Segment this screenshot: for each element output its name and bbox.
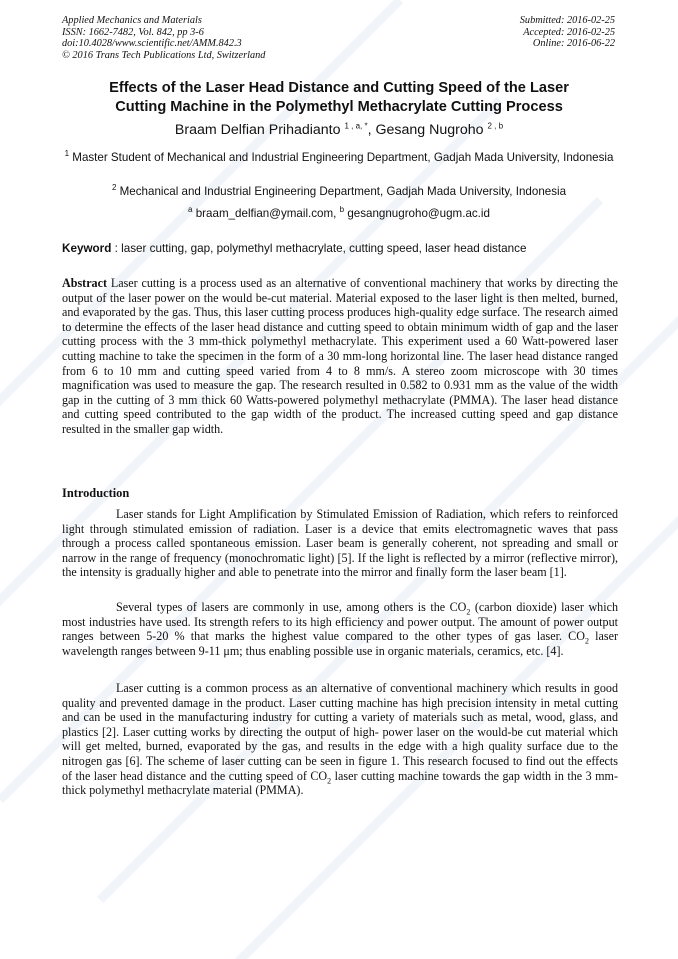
- intro-paragraph-2: [62, 600, 618, 658]
- title-line-1: Effects of the Laser Head Distance and Cutting Speed of the Laser: [109, 80, 569, 96]
- title-line-2: Cutting Machine in the Polymethyl Methacrylate Cutting Process: [115, 99, 563, 115]
- section-heading-introduction: Introduction: [62, 486, 130, 500]
- intro-paragraph-1: Laser stands for Light Amplification by Stimulated Emission of Radiation, which refers to reinforced light through stimulated emission of radiation. Laser is a device that emits electromagnetic waves that pass through a process called spontaneous emission. Laser beam is generally coherent, not spreading and small or narrow in the range of frequency (monochromatic light) [5]. If the light is reflected by a mirror (reflective mirror), the intensity is gradually higher and able to penetrate into the mirror and finally form the laser beam [1].: [62, 507, 618, 580]
- author-emails: [62, 206, 616, 221]
- email-b-mark: b: [339, 205, 345, 215]
- online-date: Online: 2016-06-22: [532, 38, 615, 50]
- email-a-mark: a: [188, 205, 193, 215]
- intro-p2-part-c: laser wavelength ranges between 9-11 μm; thus enabling possible use in organic materials, ceramics, etc. [4].: [62, 629, 618, 658]
- keyword-list: : laser cutting, gap, polymethyl methacrylate, cutting speed, laser head distance: [111, 242, 527, 255]
- affiliation-1-num: 1: [64, 149, 70, 159]
- abstract: [62, 276, 618, 437]
- intro-p2-part-a: Several types of lasers are commonly in use, among others is the CO: [116, 600, 467, 614]
- email-b: gesangnugroho@ugm.ac.id: [347, 207, 490, 220]
- journal-name: Applied Mechanics and Materials: [62, 15, 202, 26]
- keywords: [62, 241, 618, 256]
- author-1-marks: 1 , a, *: [344, 121, 368, 131]
- intro-paragraph-3: [62, 681, 618, 798]
- intro-p2-part-b: (carbon dioxide) laser which most industries have used. Its strength refers to its high efficiency and power output. The amount of power output ranges between 5-20 % that marks the highest value compared to the other types of gas laser. CO: [62, 600, 618, 644]
- affiliation-1-text: Master Student of Mechanical and Industrial Engineering Department, Gadjah Mada University, Indonesia: [72, 151, 614, 164]
- email-a: braam_delfian@ymail.com,: [195, 207, 337, 220]
- co2-subscript: 2: [327, 775, 332, 785]
- co2-subscript: 2: [584, 636, 589, 646]
- paper-title: [62, 79, 616, 117]
- journal-copyright: © 2016 Trans Tech Publications Ltd, Switzerland: [62, 49, 266, 61]
- submitted-date: Submitted: 2016-02-25: [519, 15, 615, 26]
- co2-subscript: 2: [466, 607, 471, 617]
- journal-header: [62, 15, 265, 61]
- affiliation-2-num: 2: [111, 183, 117, 193]
- accepted-date: Accepted: 2016-02-25: [523, 26, 615, 38]
- author-line: [62, 121, 616, 139]
- publication-dates: [520, 15, 615, 50]
- journal-doi: doi:10.4028/www.scientific.net/AMM.842.3: [62, 38, 242, 50]
- affiliation-2: [62, 184, 616, 199]
- intro-p3-part-b: laser cutting machine towards the gap width in the 3 mm- thick polymethyl methacrylate material (PMMA).: [62, 768, 618, 798]
- journal-issn: ISSN: 1662-7482, Vol. 842, pp 3-6: [62, 26, 204, 38]
- author-1: Braam Delfian Prihadianto: [174, 122, 341, 138]
- keyword-label: Keyword: [62, 242, 112, 255]
- affiliation-2-text: Mechanical and Industrial Engineering Department, Gadjah Mada University, Indonesia: [119, 185, 567, 198]
- abstract-label: Abstract: [62, 276, 108, 290]
- author-2: , Gesang Nugroho: [367, 122, 484, 138]
- intro-p3-part-a: Laser cutting is a common process as an alternative of conventional machinery which results in good quality and prevented damage in the product. Laser cutting machine has high precision intensity in metal cutting and can be used in the manufacturing industry for cutting a variety of materials such as metal, wood, glass, and plastics [2]. Laser cutting works by directing the output of high- power laser on the would-be cut material which will get melted, burned, evaporated by the gas, and results in the edge with a high quality surface due to the nitrogen gas [6]. The scheme of laser cutting can be seen in figure 1. This research focused to find out the effects of the laser head distance and the cutting speed of CO: [62, 681, 618, 783]
- abstract-text: Laser cutting is a process used as an alternative of conventional machinery that works by directing the output of the laser power on the would be-cut material. Material exposed to the laser light is then melted, burned, and evaporated by the gas. Thus, this laser cutting process produces high-quality edge surface. The research aimed to determine the effects of the laser head distance and cutting speed to obtain minimum width of gap and the laser cutting process with the 3 mm-thick polymethyl methacrylate. This experiment used a 60 Watt-powered laser cutting machine to take the specimen in the form of a 30 mm-long horizontal line. The laser head distance ranged from 6 to 10 mm and cutting speed varied from 4 to 8 mm/s. A stereo zoom microscope with 30 times magnification was used to measure the gap. The research resulted in 0.582 to 0.931 mm as the value of the width gap in the cutting of 3 mm thick 60 Watts-powered polymethyl methacrylate (PMMA). The laser head distance and cutting speed contributed to the gap width of the product. The increased cutting speed and gap distance resulted in the smaller gap width.: [62, 276, 618, 436]
- affiliation-1: [62, 150, 616, 165]
- author-2-marks: 2 , b: [487, 121, 504, 131]
